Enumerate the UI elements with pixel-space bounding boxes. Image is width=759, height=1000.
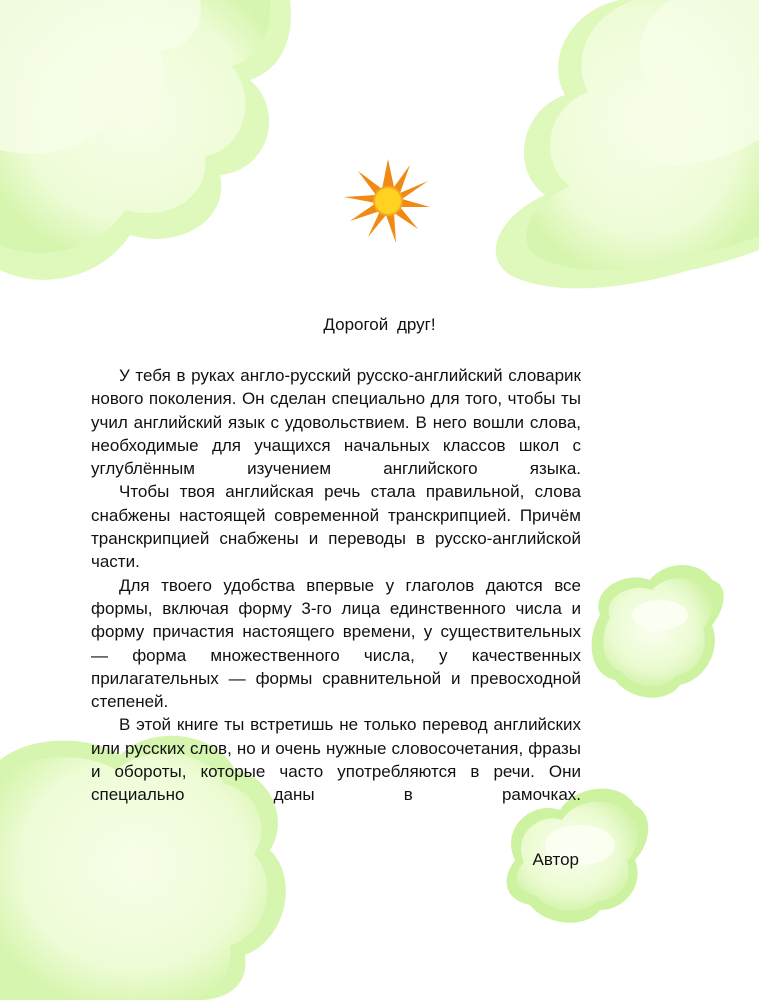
letter-body [91,364,581,807]
paragraph-forms: Для твоего удобства впервые у глаголов даются все формы, включая форму 3-го лица единственного числа и форму причастия настоящего времени, у существительных — форма множественного числа, у качественных прилагательных — формы сравнительной и превосходной степеней. [91,575,581,712]
paragraph-intro: У тебя в руках англо-русский русско-английский словарик нового поколения. Он сделан специально для того, чтобы ты учил английский язык с удовольствием. В него вошли слова, необходимые для учащихся начальных классов школ с углублённым изучением английского языка. [91,366,581,479]
sun-icon [344,159,430,243]
cloud-right-middle [592,565,724,698]
cloud-top-left [0,0,291,280]
paragraph-phrases: В этой книге ты встретишь не только перевод английских или русских слов, но и очень нужные словосочетания, фразы и обороты, которые часто употребляются в речи. Они специально даны в рамочках. [91,715,581,805]
cloud-top-right [496,0,759,288]
greeting-heading: Дорогой друг! [323,315,436,334]
author-signature: Автор [532,850,579,869]
paragraph-transcription: Чтобы твоя английская речь стала правильной, слова снабжены настоящей современной транскрипцией. Причём транскрипцией снабжены и переводы в русско-английской части. [91,482,581,572]
